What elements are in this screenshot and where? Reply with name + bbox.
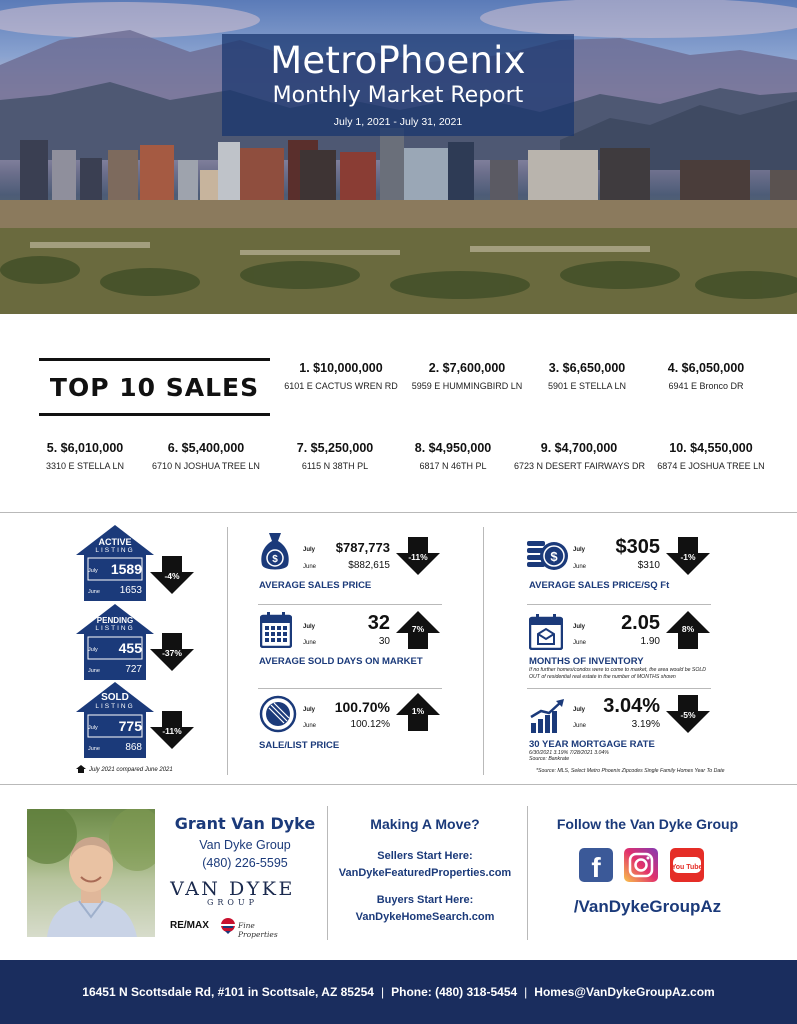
sale-price: 9. $4,700,000 bbox=[540, 441, 618, 455]
avg-price-title: AVERAGE SALES PRICE bbox=[259, 580, 372, 591]
logo-text: VAN DYKE bbox=[170, 878, 295, 900]
money-bag-icon bbox=[260, 531, 290, 573]
svg-text:$: $ bbox=[550, 549, 558, 564]
sale-price: 8. $4,950,000 bbox=[414, 441, 492, 455]
agent-phone[interactable]: (480) 226-5595 bbox=[202, 856, 288, 870]
month-label: June bbox=[303, 723, 317, 729]
active-listing-tile bbox=[76, 525, 154, 601]
calendar-icon bbox=[260, 612, 292, 648]
month-label: June bbox=[573, 564, 587, 570]
sellers-label: Sellers Start Here: bbox=[377, 850, 473, 862]
sale-item bbox=[276, 361, 406, 391]
divider bbox=[527, 604, 711, 605]
van-dyke-logo bbox=[170, 878, 295, 907]
sale-item bbox=[20, 441, 150, 471]
report-title: MetroPhoenix bbox=[270, 39, 526, 82]
pending-listing-tile bbox=[76, 604, 154, 680]
balloon-icon bbox=[220, 918, 236, 934]
sale-item bbox=[646, 441, 776, 471]
change-value: -5% bbox=[680, 710, 696, 720]
month-label: June bbox=[303, 564, 317, 570]
avg-price-july: $787,773 bbox=[335, 540, 390, 555]
agent-name: Grant Van Dyke bbox=[174, 814, 316, 833]
divider bbox=[227, 527, 228, 775]
chart-icon bbox=[529, 699, 565, 733]
report-date-range: July 1, 2021 - July 31, 2021 bbox=[333, 116, 463, 128]
svg-text:$: $ bbox=[272, 554, 278, 565]
avg-days-june: 30 bbox=[378, 636, 390, 647]
listing-july-value: 455 bbox=[118, 640, 142, 656]
facebook-icon[interactable] bbox=[579, 848, 613, 882]
divider bbox=[258, 604, 442, 605]
divider bbox=[327, 806, 328, 940]
month-label: June bbox=[573, 640, 587, 646]
listing-sublabel: LISTING bbox=[95, 625, 135, 632]
listing-july-value: 775 bbox=[118, 718, 142, 734]
month-label: July bbox=[88, 725, 98, 731]
price-sqft-june: $310 bbox=[637, 560, 660, 571]
top-sales-heading: TOP 10 SALES bbox=[39, 358, 270, 416]
month-label: July bbox=[573, 547, 586, 553]
sale-price: 1. $10,000,000 bbox=[299, 361, 383, 375]
instagram-icon[interactable] bbox=[624, 848, 658, 882]
listing-label: ACTIVE bbox=[98, 537, 132, 547]
youtube-label: You Tube bbox=[671, 864, 703, 871]
source-note: *Source: MLS, Select Metro Phoenix Zipcodes Single Family Homes Year To Date bbox=[536, 768, 725, 774]
logo-subtext: GROUP bbox=[206, 898, 259, 907]
footer: 16451 N Scottsdale Rd, #101 in Scottsale, AZ 85254 | Phone: (480) 318-5454 | Homes@VanDykeGroupAz.com bbox=[0, 960, 797, 1024]
social-handle[interactable]: /VanDykeGroupAz bbox=[573, 897, 722, 916]
price-sqft-title: AVERAGE SALES PRICE/SQ Ft bbox=[529, 580, 670, 591]
month-label: June bbox=[88, 746, 100, 752]
month-label: June bbox=[88, 668, 100, 674]
sale-address: 6723 N DESERT FAIRWAYS DR bbox=[514, 461, 646, 471]
mortgage-july: 3.04% bbox=[603, 695, 660, 717]
mortgage-title: 30 YEAR MORTGAGE RATE bbox=[529, 739, 655, 750]
change-value: -4% bbox=[164, 571, 180, 581]
listing-june-value: 868 bbox=[125, 742, 142, 753]
follow-title: Follow the Van Dyke Group bbox=[556, 816, 739, 832]
divider bbox=[0, 784, 797, 785]
sale-item bbox=[270, 441, 400, 471]
sold-listing-tile bbox=[76, 682, 154, 758]
up-arrow-icon bbox=[666, 611, 710, 649]
sale-price: 2. $7,600,000 bbox=[428, 361, 506, 375]
sale-address: 6817 N 46TH PL bbox=[419, 461, 487, 471]
mortgage-june: 3.19% bbox=[631, 719, 660, 730]
sale-item bbox=[641, 361, 771, 391]
svg-text:f: f bbox=[591, 852, 601, 882]
footer-phone[interactable]: Phone: (480) 318-5454 bbox=[391, 985, 518, 999]
sale-address: 5959 E HUMMINGBIRD LN bbox=[411, 381, 523, 391]
month-label: June bbox=[88, 589, 100, 595]
month-label: July bbox=[88, 568, 98, 574]
sale-address: 6101 E CACTUS WREN RD bbox=[284, 381, 398, 391]
listing-july-value: 1589 bbox=[110, 561, 142, 577]
down-arrow-icon bbox=[150, 633, 194, 671]
change-value: 7% bbox=[411, 624, 425, 634]
month-label: July bbox=[303, 624, 316, 630]
divider bbox=[527, 688, 711, 689]
sale-address: 5901 E STELLA LN bbox=[547, 381, 627, 391]
up-arrow-icon bbox=[396, 693, 440, 731]
down-arrow-icon bbox=[666, 695, 710, 733]
month-label: July bbox=[303, 547, 316, 553]
sale-address: 6115 N 38TH PL bbox=[301, 461, 369, 471]
hero-cityscape bbox=[0, 0, 797, 314]
sellers-link[interactable]: VanDykeFeaturedProperties.com bbox=[338, 867, 512, 879]
divider bbox=[527, 806, 528, 940]
month-label: June bbox=[573, 723, 587, 729]
sale-item bbox=[141, 441, 271, 471]
listing-sublabel: LISTING bbox=[95, 703, 135, 710]
sale-item bbox=[522, 361, 652, 391]
month-label: July bbox=[88, 647, 98, 653]
month-label: June bbox=[303, 640, 317, 646]
sale-item bbox=[388, 441, 518, 471]
sale-price: 7. $5,250,000 bbox=[296, 441, 374, 455]
divider bbox=[258, 688, 442, 689]
listing-label: PENDING bbox=[96, 616, 134, 625]
mortgage-note-dates: 6/30/2021 3.19% 7/28/2021 3.04% bbox=[529, 750, 609, 756]
coins-icon bbox=[527, 537, 569, 573]
month-label: July bbox=[303, 707, 316, 713]
sale-item bbox=[402, 361, 532, 391]
sale-price: 5. $6,010,000 bbox=[46, 441, 124, 455]
divider bbox=[483, 527, 484, 775]
report-subtitle: Monthly Market Report bbox=[272, 83, 524, 108]
sale-list-june: 100.12% bbox=[350, 719, 390, 730]
avg-days-title: AVERAGE SOLD DAYS ON MARKET bbox=[259, 656, 423, 667]
sale-address: 3310 E STELLA LN bbox=[45, 461, 125, 471]
change-value: -1% bbox=[680, 552, 696, 562]
down-arrow-icon bbox=[396, 537, 440, 575]
agent-photo bbox=[27, 809, 155, 937]
down-arrow-icon bbox=[150, 711, 194, 749]
change-value: 8% bbox=[681, 624, 695, 634]
move-title: Making A Move? bbox=[370, 816, 480, 832]
listing-june-value: 1653 bbox=[119, 585, 142, 596]
youtube-icon[interactable] bbox=[670, 848, 704, 882]
change-value: -37% bbox=[162, 648, 182, 658]
sale-price: 6. $5,400,000 bbox=[167, 441, 245, 455]
house-small-icon bbox=[76, 765, 86, 773]
remax-text: RE/MAX bbox=[170, 920, 209, 931]
month-label: July bbox=[573, 707, 586, 713]
listing-june-value: 727 bbox=[125, 664, 142, 675]
months-inv-title: MONTHS OF INVENTORY bbox=[529, 656, 644, 667]
report-title-box bbox=[222, 34, 574, 136]
tag-icon bbox=[259, 695, 297, 733]
sale-list-title: SALE/LIST PRICE bbox=[259, 740, 340, 751]
buyers-link[interactable]: VanDykeHomeSearch.com bbox=[355, 911, 495, 923]
divider bbox=[0, 512, 797, 513]
sale-price: 4. $6,050,000 bbox=[667, 361, 745, 375]
down-arrow-icon bbox=[150, 556, 194, 594]
comparison-legend: July 2021 compared June 2021 bbox=[89, 767, 173, 773]
sale-price: 10. $4,550,000 bbox=[669, 441, 753, 455]
change-value: -11% bbox=[162, 726, 182, 736]
buyers-label: Buyers Start Here: bbox=[376, 894, 474, 906]
price-sqft-july: $305 bbox=[615, 536, 660, 558]
change-value: -11% bbox=[408, 552, 428, 562]
footer-email[interactable]: Homes@VanDykeGroupAz.com bbox=[534, 985, 715, 999]
remax-logo bbox=[170, 918, 295, 939]
down-arrow-icon bbox=[666, 537, 710, 575]
month-label: July bbox=[573, 624, 586, 630]
months-inv-june: 1.90 bbox=[640, 636, 660, 647]
sale-address: 6710 N JOSHUA TREE LN bbox=[152, 461, 260, 471]
footer-address: 16451 N Scottsdale Rd, #101 in Scottsale, AZ 85254 bbox=[82, 985, 374, 999]
months-inv-note: If no further homes/condos were to come to market, the area would be SOLD OUT of residential real estate in the number of MONTHS shown bbox=[529, 667, 707, 680]
listing-label: SOLD bbox=[101, 692, 129, 703]
change-value: 1% bbox=[411, 706, 425, 716]
sale-address: 6874 E JOSHUA TREE LN bbox=[657, 461, 765, 471]
listing-sublabel: LISTING bbox=[95, 547, 135, 554]
sale-list-july: 100.70% bbox=[334, 699, 390, 715]
sale-price: 3. $6,650,000 bbox=[548, 361, 626, 375]
months-inv-july: 2.05 bbox=[621, 612, 660, 634]
sale-address: 6941 E Bronco DR bbox=[668, 381, 744, 391]
up-arrow-icon bbox=[396, 611, 440, 649]
sale-item bbox=[514, 441, 644, 471]
remax-subtext: Fine Properties bbox=[238, 921, 278, 939]
avg-price-june: $882,615 bbox=[348, 560, 390, 571]
agent-group: Van Dyke Group bbox=[199, 838, 291, 852]
mortgage-note-source: Source: Bankrate bbox=[529, 756, 570, 762]
avg-days-july: 32 bbox=[367, 612, 390, 634]
calendar-box-icon bbox=[529, 614, 563, 650]
